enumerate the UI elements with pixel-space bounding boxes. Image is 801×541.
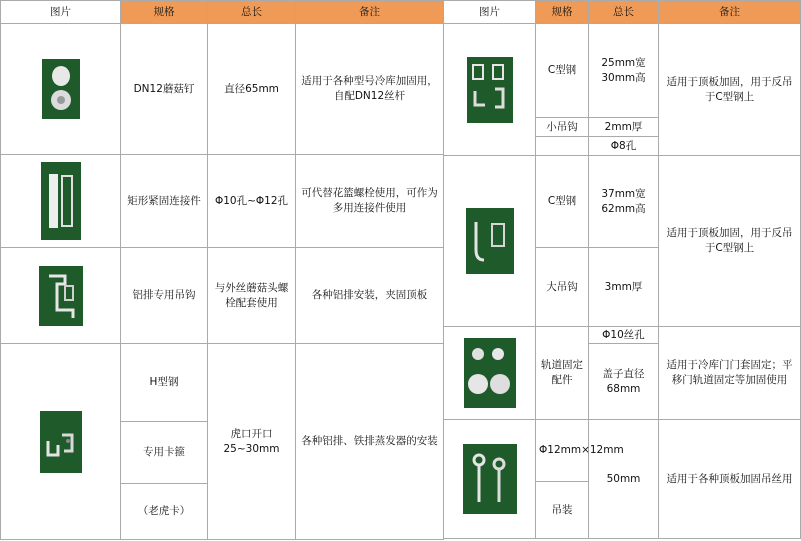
c-steel-small-hook-photo-cell — [444, 24, 536, 156]
header-remark: 备注 — [296, 1, 444, 24]
c-steel-large-hook-photo-icon — [466, 208, 514, 274]
header-spec: 规格 — [121, 1, 208, 24]
remark-cell: 适用于冷库门门套固定；平移门轨道固定等加固使用 — [659, 327, 801, 420]
spec-cell: 吊装 — [536, 482, 589, 539]
length-cell: 50mm — [589, 420, 659, 539]
length-cell: Φ10孔~Φ12孔 — [208, 155, 296, 248]
length-cell: 盖子直径68mm — [589, 344, 659, 420]
length-cell: 直径65mm — [208, 24, 296, 155]
length-cell: 与外丝蘑菇头螺栓配套使用 — [208, 248, 296, 344]
length-cell: Φ8孔 — [589, 137, 659, 156]
mushroom-nail-photo-cell — [1, 24, 121, 155]
spec-cell: C型钢 — [536, 156, 589, 248]
spec-cell: 轨道固定配件 — [536, 327, 589, 420]
hanger-photo-icon — [463, 444, 517, 514]
length-cell: 虎口开口25~30mm — [208, 344, 296, 540]
header-length: 总长 — [208, 1, 296, 24]
rect-connector-photo-icon — [41, 162, 81, 240]
remark-cell: 适用于顶板加固，用于反吊于C型钢上 — [659, 156, 801, 327]
rect-connector-photo-cell — [1, 155, 121, 248]
aluminum-hook-photo-icon — [39, 266, 83, 326]
c-steel-large-hook-photo-cell — [444, 156, 536, 327]
spec-cell: 大吊钩 — [536, 248, 589, 327]
hanger-photo-cell — [444, 420, 536, 539]
length-cell: 3mm厚 — [589, 248, 659, 327]
remark-cell: 适用于各种顶板加固吊丝用 — [659, 420, 801, 539]
mushroom-nail-photo-icon — [42, 59, 80, 119]
remark-cell: 可代替花篮螺栓使用，可作为多用连接件使用 — [296, 155, 444, 248]
spec-cell: 铝排专用吊钩 — [121, 248, 208, 344]
length-cell: 37mm宽62mm高 — [589, 156, 659, 248]
h-steel-clamp-photo-icon — [40, 411, 82, 473]
spec-cell-empty — [536, 137, 589, 156]
track-fixing-photo-icon — [464, 338, 516, 408]
h-steel-clamp-photo-cell — [1, 344, 121, 540]
header-spec: 规格 — [536, 1, 589, 24]
remark-cell: 适用于各种型号冷库加固用，自配DN12丝杆 — [296, 24, 444, 155]
spec-cell: （老虎卡） — [121, 484, 208, 540]
remark-cell: 各种铝排、铁排蒸发器的安装 — [296, 344, 444, 540]
remark-cell: 适用于顶板加固，用于反吊于C型钢上 — [659, 24, 801, 156]
spec-cell: C型钢 — [536, 24, 589, 118]
header-picture: 图片 — [444, 1, 536, 24]
length-cell: 2mm厚 — [589, 118, 659, 137]
remark-cell: 各种铝排安装，夹固顶板 — [296, 248, 444, 344]
spec-cell: Φ12mm×12mm — [536, 420, 589, 482]
header-remark: 备注 — [659, 1, 801, 24]
spec-cell: H型钢 — [121, 344, 208, 422]
spec-cell: DN12蘑菇钉 — [121, 24, 208, 155]
length-cell: 25mm宽30mm高 — [589, 24, 659, 118]
spec-cell: 专用卡箍 — [121, 422, 208, 484]
spec-cell: 矩形紧固连接件 — [121, 155, 208, 248]
aluminum-hook-photo-cell — [1, 248, 121, 344]
c-steel-small-hook-photo-icon — [467, 57, 513, 123]
header-picture: 图片 — [1, 1, 121, 24]
right-spec-table — [443, 0, 801, 539]
length-cell: Φ10丝孔 — [589, 327, 659, 344]
track-fixing-photo-cell — [444, 327, 536, 420]
header-length: 总长 — [589, 1, 659, 24]
spec-cell: 小吊钩 — [536, 118, 589, 137]
